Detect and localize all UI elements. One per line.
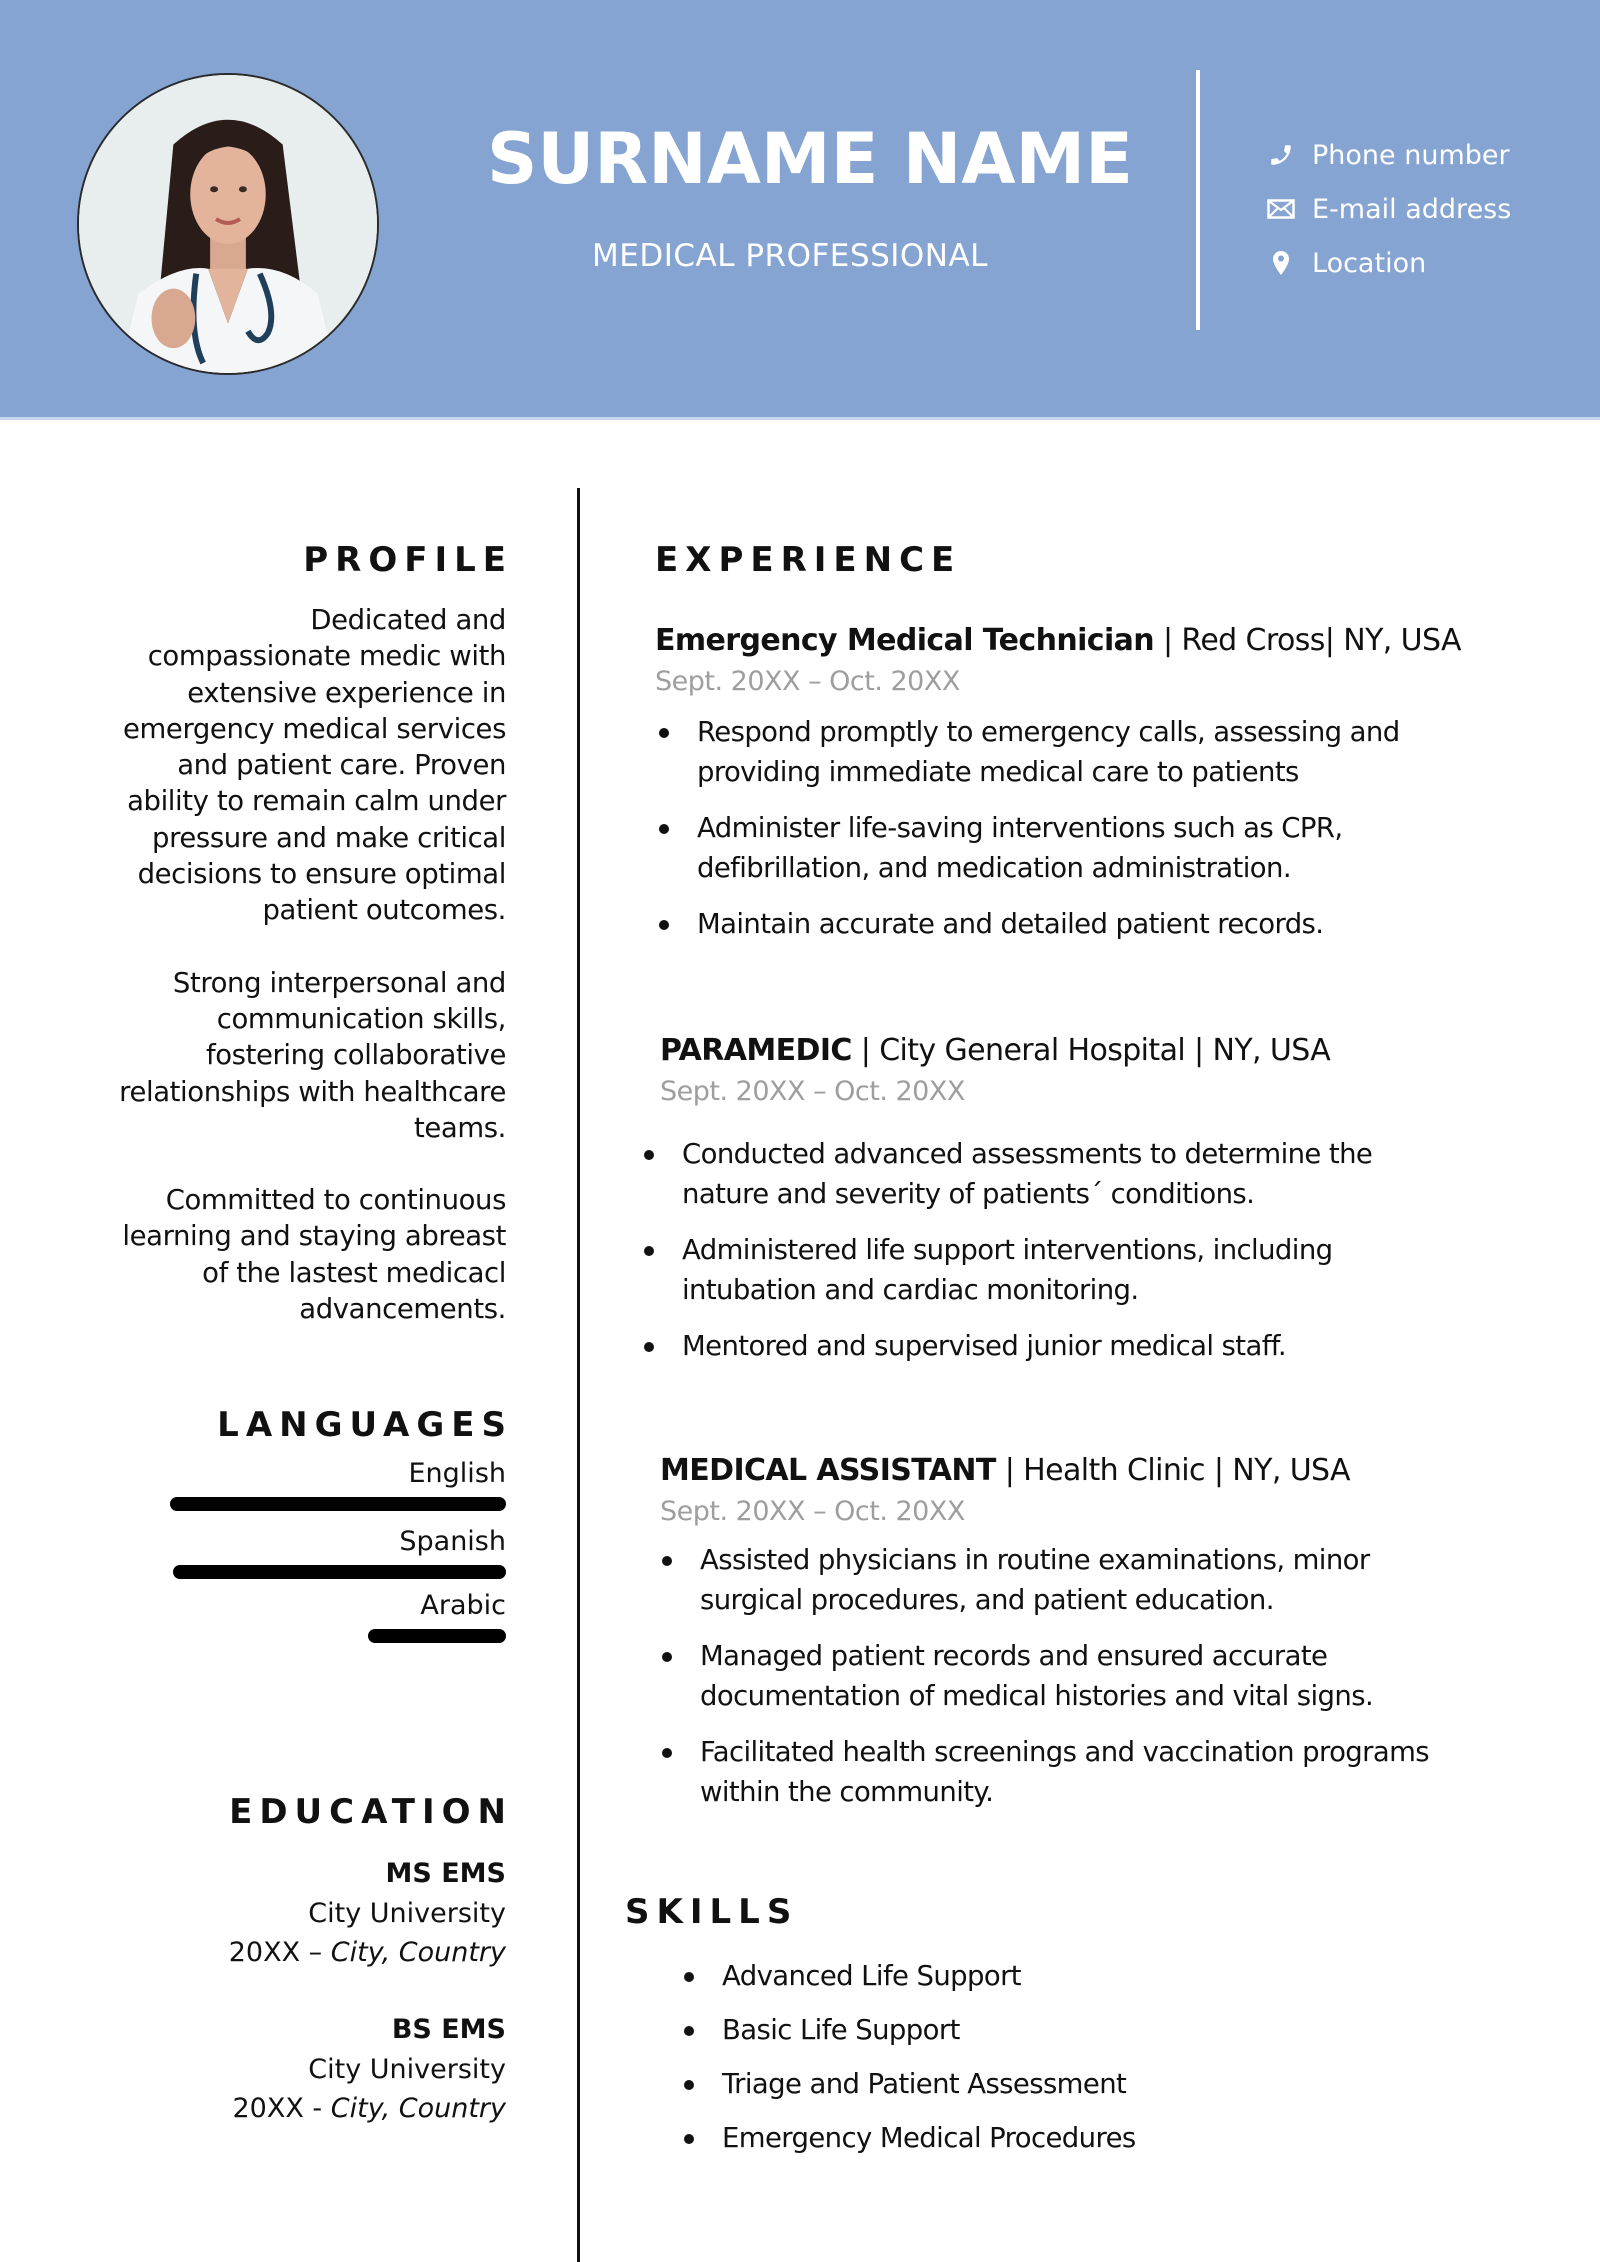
education-heading: EDUCATION	[229, 1792, 513, 1832]
job-role: PARAMEDIC	[660, 1033, 852, 1068]
profile-section	[60, 540, 513, 1363]
job-duty: Administered life support interventions, including intubation and cardiac monitoring.	[640, 1230, 1540, 1310]
profile-line: learning and staying abreast	[122, 1220, 506, 1253]
column-divider	[577, 488, 580, 2262]
portrait-illustration	[79, 75, 377, 373]
job-role: MEDICAL ASSISTANT	[660, 1453, 996, 1488]
profile-photo	[77, 73, 379, 375]
profile-line: patient outcomes.	[262, 894, 506, 927]
profile-line: Dedicated and	[310, 604, 506, 636]
profile-line: relationships with healthcare	[119, 1075, 506, 1108]
education-item	[60, 1854, 506, 1972]
language-name: Arabic	[420, 1590, 506, 1621]
skills-section	[625, 1892, 1505, 2172]
education-year: 20XX –	[228, 1937, 323, 1968]
profile-line: teams.	[413, 1111, 506, 1144]
job-header	[655, 620, 1535, 662]
job-duty: Assisted physicians in routine examinations, minor surgical procedures, and patient education.	[658, 1540, 1540, 1620]
education-place: City, Country	[330, 1937, 506, 1968]
profile-line: compassionate medic with	[147, 640, 506, 673]
experience-section	[655, 540, 1535, 580]
language-item	[60, 1457, 506, 1525]
skill-item: Basic Life Support	[680, 2010, 1505, 2050]
skill-item: Advanced Life Support	[680, 1956, 1505, 1996]
job-duty: Maintain accurate and detailed patient records.	[655, 904, 1535, 944]
profile-line: communication skills,	[216, 1002, 506, 1035]
education-section	[60, 1792, 513, 2128]
profile-heading: PROFILE	[303, 540, 513, 580]
job-dates: Sept. 20XX – Oct. 20XX	[660, 1496, 965, 1527]
contact-phone-label: Phone number	[1312, 139, 1510, 171]
languages-section	[60, 1405, 513, 1657]
profile-line: ability to remain calm under	[127, 785, 506, 818]
contact-email-label: E-mail address	[1312, 193, 1512, 225]
job-header	[660, 1450, 1540, 1492]
language-level-bar	[170, 1497, 506, 1511]
job-role: Emergency Medical Technician	[655, 623, 1155, 658]
skills-heading: SKILLS	[625, 1892, 799, 1932]
languages-heading: LANGUAGES	[217, 1405, 513, 1445]
education-place: City, Country	[330, 2093, 506, 2124]
profile-line: advancements.	[299, 1293, 506, 1326]
profile-paragraph-2	[60, 965, 506, 1146]
skill-item: Triage and Patient Assessment	[680, 2064, 1505, 2104]
language-name: English	[408, 1458, 506, 1489]
job-entry	[660, 1030, 1540, 1382]
profile-paragraph-3	[60, 1182, 506, 1327]
language-name: Spanish	[399, 1526, 506, 1557]
language-item	[60, 1589, 506, 1657]
contact-location[interactable]	[1266, 236, 1511, 290]
job-dates: Sept. 20XX – Oct. 20XX	[655, 666, 960, 697]
profile-line: fostering collaborative	[205, 1039, 506, 1072]
header-banner	[0, 0, 1600, 420]
job-duties	[640, 1134, 1540, 1366]
map-pin-icon	[1266, 249, 1296, 277]
skills-list	[680, 1956, 1505, 2158]
profile-line: of the lastest medicacl	[202, 1256, 506, 1289]
phone-icon	[1266, 141, 1296, 169]
job-header	[660, 1030, 1540, 1072]
job-dates: Sept. 20XX – Oct. 20XX	[660, 1076, 965, 1107]
contact-location-label: Location	[1312, 247, 1427, 279]
job-entry	[660, 1450, 1540, 1828]
profile-line: decisions to ensure optimal	[137, 858, 506, 891]
education-item	[60, 2010, 506, 2128]
language-level-bar	[368, 1629, 506, 1643]
job-employer-location: | Health Clinic | NY, USA	[995, 1453, 1350, 1488]
job-duty: Mentored and supervised junior medical staff.	[640, 1326, 1540, 1366]
language-item	[60, 1525, 506, 1589]
skill-item: Emergency Medical Procedures	[680, 2118, 1505, 2158]
education-degree: BS EMS	[391, 2014, 506, 2045]
profile-line: pressure and make critical	[152, 821, 506, 854]
job-duty: Administer life-saving interventions such as CPR, defibrillation, and medication administration.	[655, 808, 1535, 888]
contact-phone[interactable]	[1266, 128, 1511, 182]
job-duty: Facilitated health screenings and vaccination programs within the community.	[658, 1732, 1540, 1812]
language-level-bar	[173, 1565, 506, 1579]
education-date-place	[60, 1933, 506, 1972]
candidate-name: SURNAME NAME	[487, 118, 1133, 200]
profile-line: emergency medical services	[123, 712, 506, 745]
education-date-place	[60, 2089, 506, 2128]
envelope-icon	[1266, 195, 1296, 223]
profile-paragraph-1	[60, 602, 506, 929]
profile-line: extensive experience in	[187, 676, 506, 709]
candidate-title: MEDICAL PROFESSIONAL	[592, 238, 988, 274]
experience-heading: EXPERIENCE	[655, 540, 962, 580]
education-school: City University	[308, 2054, 506, 2085]
contact-list	[1266, 128, 1511, 290]
contact-email[interactable]	[1266, 182, 1511, 236]
profile-line: Strong interpersonal and	[172, 966, 506, 999]
job-employer-location: | City General Hospital | NY, USA	[851, 1033, 1331, 1068]
education-degree: MS EMS	[385, 1858, 506, 1889]
profile-line: Committed to continuous	[165, 1184, 506, 1217]
header-divider	[1196, 70, 1200, 330]
education-school: City University	[308, 1898, 506, 1929]
job-duty: Respond promptly to emergency calls, assessing and providing immediate medical care to patients	[655, 712, 1535, 792]
job-entry	[655, 620, 1535, 960]
job-employer-location: | Red Cross| NY, USA	[1154, 623, 1461, 658]
profile-line: and patient care. Proven	[177, 749, 506, 782]
job-duty: Managed patient records and ensured accurate documentation of medical histories and vital signs.	[658, 1636, 1540, 1716]
education-year: 20XX -	[232, 2093, 323, 2124]
job-duties	[658, 1540, 1540, 1812]
job-duty: Conducted advanced assessments to determine the nature and severity of patients´ conditions.	[640, 1134, 1540, 1214]
job-duties	[655, 712, 1535, 944]
